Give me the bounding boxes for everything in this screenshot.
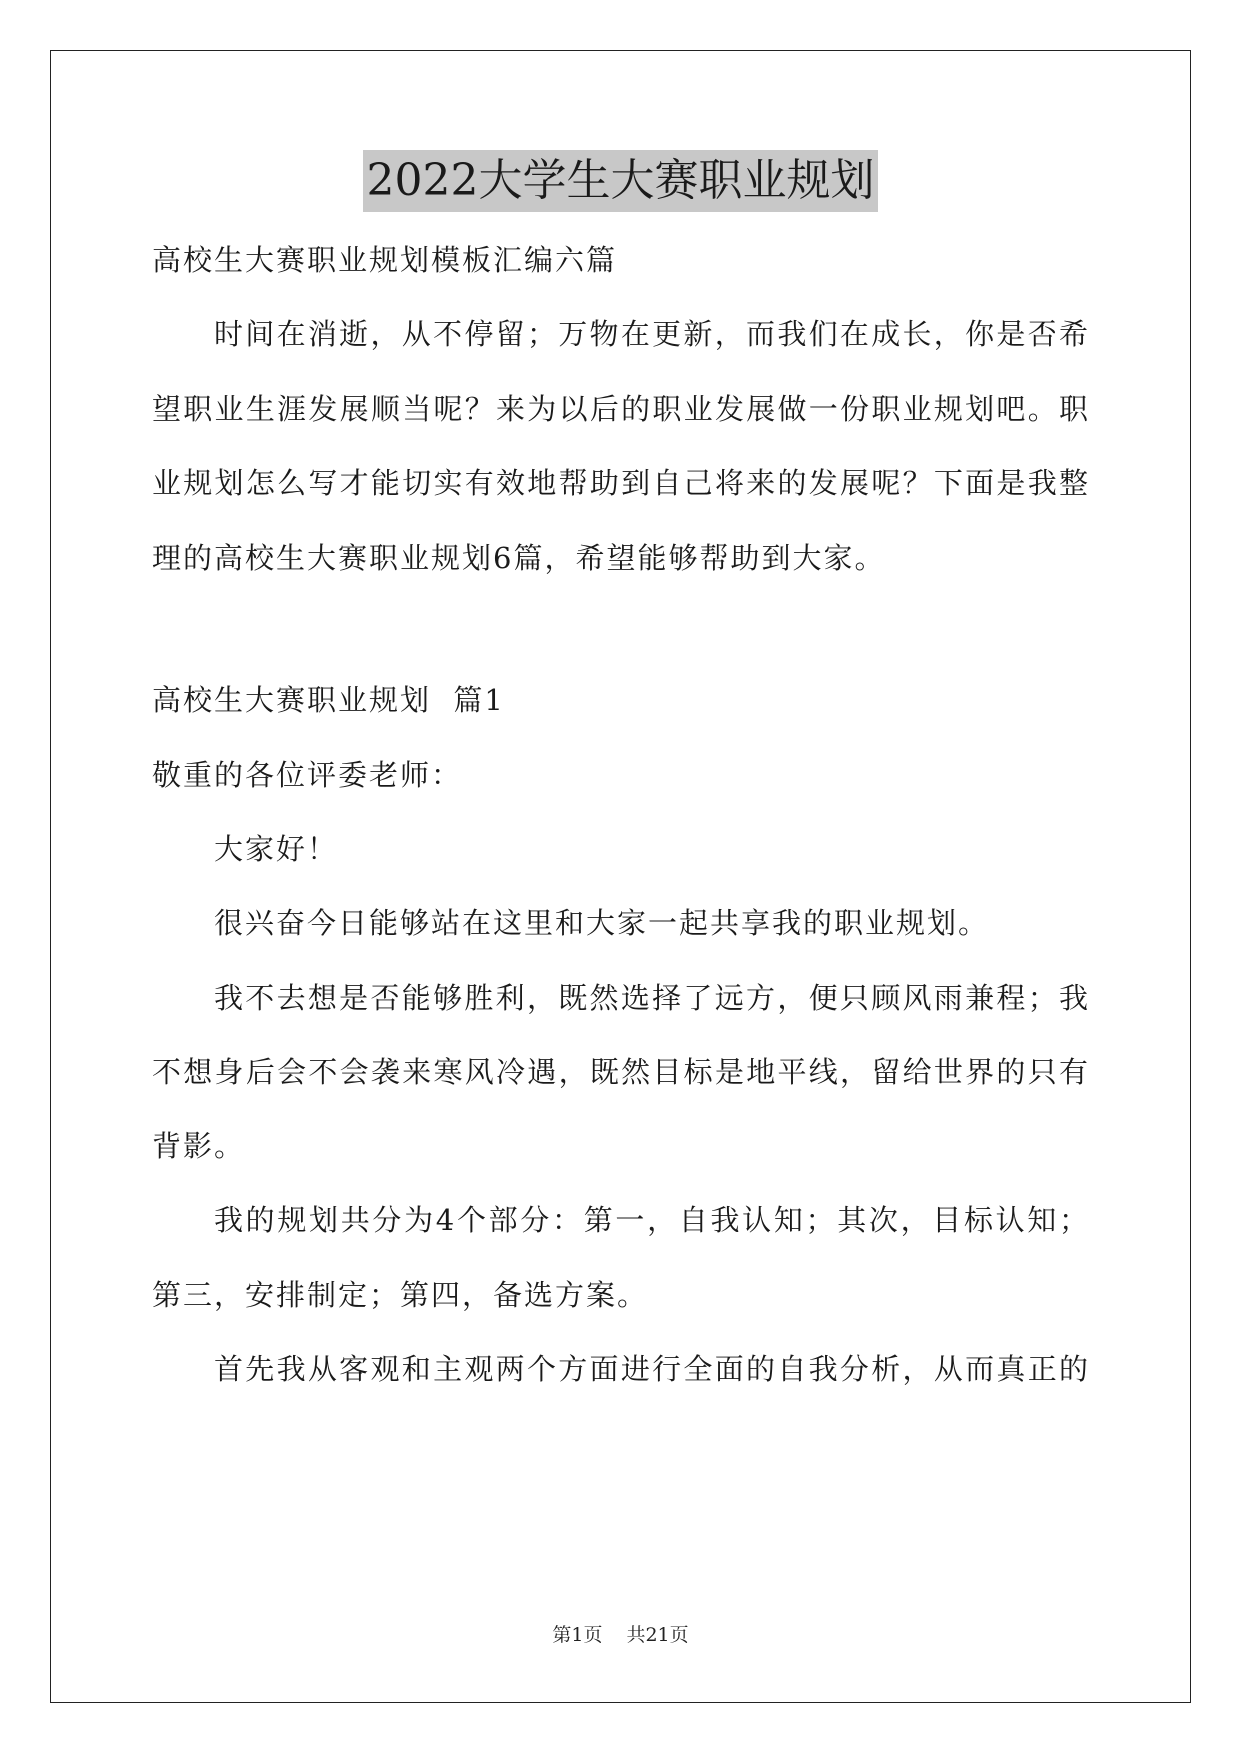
paragraph-3-line-2: 第三，安排制定；第四，备选方案。	[152, 1278, 649, 1312]
paragraph-2-line-3: 背影。	[152, 1129, 246, 1163]
page-total: 共21页	[626, 1624, 689, 1646]
page-footer	[0, 1622, 1241, 1648]
intro-line-3: 业规划怎么写才能切实有效地帮助到自己将来的发展呢？下面是我整	[152, 466, 1090, 500]
document-subtitle: 高校生大赛职业规划模板汇编六篇	[152, 243, 618, 277]
paragraph-4-line-1: 首先我从客观和主观两个方面进行全面的自我分析，从而真正的	[214, 1352, 1090, 1386]
title-container	[0, 150, 1241, 212]
page-number: 第1页	[552, 1624, 603, 1646]
document-title: 2022大学生大赛职业规划	[363, 150, 879, 212]
paragraph-3-line-1: 我的规划共分为4个部分：第一，自我认知；其次，目标认知；	[214, 1203, 1090, 1237]
paragraph-2-line-2: 不想身后会不会袭来寒风冷遇，既然目标是地平线，留给世界的只有	[152, 1055, 1090, 1089]
paragraph-1: 很兴奋今日能够站在这里和大家一起共享我的职业规划。	[214, 906, 990, 940]
intro-line-2: 望职业生涯发展顺当呢？来为以后的职业发展做一份职业规划吧。职	[152, 392, 1090, 426]
page-border	[50, 50, 1191, 1703]
salutation: 敬重的各位评委老师：	[152, 758, 463, 792]
intro-line-1: 时间在消逝，从不停留；万物在更新，而我们在成长，你是否希	[214, 317, 1090, 351]
section-heading: 高校生大赛职业规划 篇1	[152, 683, 505, 717]
intro-line-4: 理的高校生大赛职业规划6篇，希望能够帮助到大家。	[152, 541, 886, 575]
paragraph-2-line-1: 我不去想是否能够胜利，既然选择了远方，便只顾风雨兼程；我	[214, 981, 1090, 1015]
greeting: 大家好！	[214, 832, 339, 866]
